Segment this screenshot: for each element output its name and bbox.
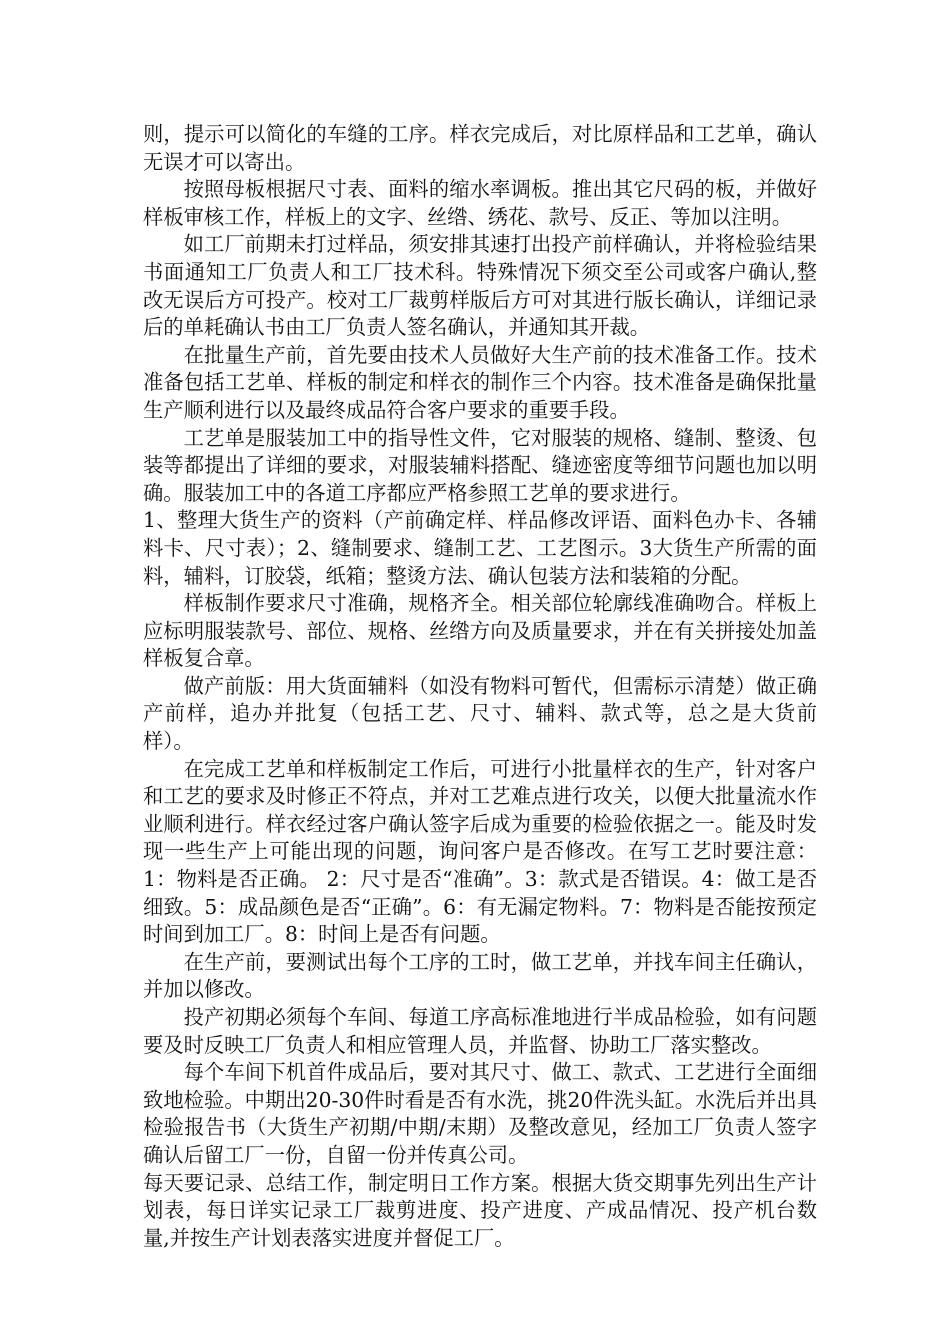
paragraph-small-batch-samples: 在完成工艺单和样板制定工作后，可进行小批量样衣的生产，针对客户和工艺的要求及时修正不符点，并对工艺难点进行攻关，以便大批量流水作业顺利进行。样衣经过客户确认签字后成为重要的检验依据之一。能及时发现一些生产上可能出现的问题，询问客户是否修改。在写工艺时要注意：1：物料是否正确。 2：尺寸是否“准确”。3：款式是否错误。4：做工是否细致。5：成品颜色是否“正确”。6：有无漏定物料。7：物料是否能按预定时间到加工厂。8：时间上是否有问题。 xyxy=(143,756,817,947)
paragraph-pattern-making: 样板制作要求尺寸准确，规格齐全。相关部位轮廓线准确吻合。样板上应标明服装款号、部位、规格、丝绺方向及质量要求，并在有关拼接处加盖样板复合章。 xyxy=(143,591,817,671)
paragraph-pre-production-sample: 如工厂前期未打过样品，须安排其速打出投产前样确认，并将检验结果书面通知工厂负责人和工厂技术科。特殊情况下须交至公司或客户确认,整改无误后方可投产。校对工厂裁剪样版后方可对其进行版长确认，详细记录后的单耗确认书由工厂负责人签名确认，并通知其开裁。 xyxy=(143,232,817,340)
paragraph-first-piece-inspection: 每个车间下机首件成品后，要对其尺寸、做工、款式、工艺进行全面细致地检验。中期出20-30件时看是否有水洗，挑20件洗头缸。水洗后并出具检验报告书（大货生产初期/中期/末期）及整改意见，经加工厂负责人签字确认后留工厂一份，自留一份并传真公司。 xyxy=(143,1060,817,1167)
paragraph-pre-production-version: 做产前版：用大货面辅料（如没有物料可暂代，但需标示清楚）做正确产前样，追办并批复（包括工艺、尺寸、辅料、款式等，总之是大货前样）。 xyxy=(143,673,817,754)
paragraph-work-hours-testing: 在生产前，要测试出每个工序的工时，做工艺单，并找车间主任确认，并加以修改。 xyxy=(143,949,817,1002)
paragraph-process-sheet: 工艺单是服装加工中的指导性文件，它对服装的规格、缝制、整烫、包装等都提出了详细的要求，对服装辅料搭配、缝迹密度等细节问题也加以明确。服装加工中的各道工序都应严格参照工艺单的要求进行。 xyxy=(143,425,817,505)
document-body xyxy=(143,121,817,1252)
paragraph-continuation: 则，提示可以简化的车缝的工序。样衣完成后，对比原样品和工艺单，确认无误才可以寄出。 xyxy=(143,122,817,174)
paragraph-initial-inspection: 投产初期必须每个车间、每道工序高标准地进行半成品检验，如有问题要及时反映工厂负责人和相应管理人员，并监督、协助工厂落实整改。 xyxy=(143,1005,817,1057)
paragraph-technical-preparation: 在批量生产前，首先要由技术人员做好大生产前的技术准备工作。技术准备包括工艺单、样板的制定和样衣的制作三个内容。技术准备是确保批量生产顺利进行以及最终成品符合客户要求的重要手段。 xyxy=(143,342,817,422)
paragraph-production-materials-list: 1、整理大货生产的资料（产前确定样、样品修改评语、面料色办卡、各辅料卡、尺寸表）；2、缝制要求、缝制工艺、工艺图示。3大货生产所需的面料，辅料，订胶袋，纸箱；整烫方法、确认包装方法和装箱的分配。 xyxy=(143,508,817,588)
paragraph-master-pattern: 按照母板根据尺寸表、面料的缩水率调板。推出其它尺码的板，并做好样板审核工作，样板上的文字、丝绺、绣花、款号、反正、等加以注明。 xyxy=(143,177,817,229)
paragraph-daily-records: 每天要记录、总结工作，制定明日工作方案。根据大货交期事先列出生产计划表，每日详实记录工厂裁剪进度、投产进度、产成品情况、投产机台数量,并按生产计划表落实进度并督促工厂。 xyxy=(143,1170,817,1250)
